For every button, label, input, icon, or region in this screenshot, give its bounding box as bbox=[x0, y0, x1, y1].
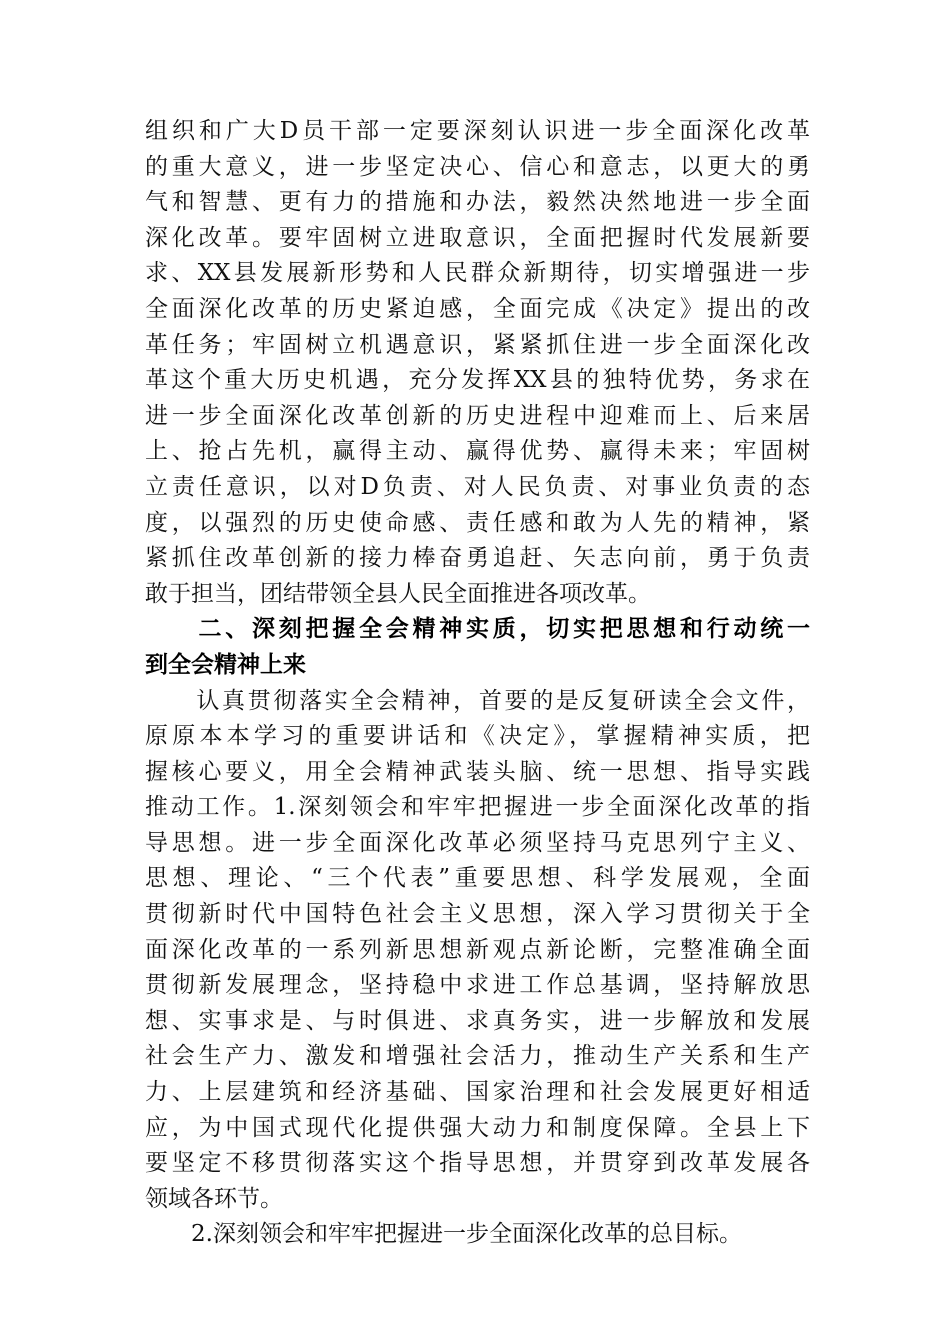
text-line: 推动工作。1.深刻领会和牢牢把握进一步全面深化改革的指 bbox=[145, 794, 810, 821]
text-line: 握核心要义，用全会精神武装头脑、统一思想、指导实践 bbox=[145, 758, 810, 785]
paragraph-commitment bbox=[145, 114, 810, 612]
text-line: 紧抓住改革创新的接力棒奋勇追赶、矢志向前，勇于负责 bbox=[145, 545, 810, 572]
text-line: 深化改革。要牢固树立进取意识，全面把握时代发展新要 bbox=[145, 224, 810, 251]
text-line: 力、上层建筑和经济基础、国家治理和社会发展更好相适 bbox=[145, 1079, 810, 1106]
text-line: 面深化改革的一系列新思想新观点新论断，完整准确全面 bbox=[145, 936, 810, 963]
text-line: 领域各环节。 bbox=[145, 1185, 283, 1212]
text-line: 原原本本学习的重要讲话和《决定》，掌握精神实质，把 bbox=[145, 723, 810, 750]
text-line: 度，以强烈的历史使命感、责任感和敢为人先的精神，紧 bbox=[145, 509, 810, 536]
section-heading bbox=[145, 612, 810, 683]
text-line: 气和智慧、更有力的措施和办法，毅然决然地进一步全面 bbox=[145, 189, 810, 216]
text-line: 进一步全面深化改革创新的历史进程中迎难而上、后来居 bbox=[145, 402, 810, 429]
text-line: 要坚定不移贯彻落实这个指导思想，并贯穿到改革发展各 bbox=[145, 1150, 810, 1177]
text-line: 组织和广大D员干部一定要深刻认识进一步全面深化改革 bbox=[145, 118, 810, 144]
text-line: 革任务；牢固树立机遇意识，紧紧抓住进一步全面深化改 bbox=[145, 331, 810, 358]
text-line: 导思想。进一步全面深化改革必须坚持马克思列宁主义、 bbox=[145, 829, 810, 856]
text-line: 2.深刻领会和牢牢把握进一步全面深化改革的总目标。 bbox=[145, 1221, 742, 1248]
text-line: 贯彻新时代中国特色社会主义思想，深入学习贯彻关于全 bbox=[145, 901, 810, 928]
text-line: 思想、理论、“三个代表”重要思想、科学发展观，全面 bbox=[145, 865, 810, 892]
text-line: 贯彻新发展理念，坚持稳中求进工作总基调，坚持解放思 bbox=[145, 972, 810, 999]
text-line: 认真贯彻落实全会精神，首要的是反复研读全会文件， bbox=[145, 687, 810, 714]
document-body bbox=[145, 114, 810, 1253]
text-line: 的重大意义，进一步坚定决心、信心和意志，以更大的勇 bbox=[145, 153, 810, 180]
text-line: 求、XX县发展新形势和人民群众新期待，切实增强进一步 bbox=[145, 260, 810, 287]
text-line: 应，为中国式现代化提供强大动力和制度保障。全县上下 bbox=[145, 1114, 810, 1141]
paragraph-guiding-thought bbox=[145, 684, 810, 1218]
text-line: 上、抢占先机，赢得主动、赢得优势、赢得未来；牢固树 bbox=[145, 438, 810, 465]
text-line: 革这个重大历史机遇，充分发挥XX县的独特优势，务求在 bbox=[145, 367, 810, 394]
text-line: 敢于担当，团结带领全县人民全面推进各项改革。 bbox=[145, 580, 651, 607]
text-line: 全面深化改革的历史紧迫感，全面完成《决定》提出的改 bbox=[145, 295, 810, 322]
text-line: 立责任意识，以对D负责、对人民负责、对事业负责的态 bbox=[145, 473, 810, 500]
heading-line: 到全会精神上来 bbox=[145, 651, 306, 678]
text-line: 社会生产力、激发和增强社会活力，推动生产关系和生产 bbox=[145, 1043, 810, 1070]
heading-line: 二、深刻把握全会精神实质，切实把思想和行动统一 bbox=[145, 616, 810, 643]
text-line: 想、实事求是、与时俱进、求真务实，进一步解放和发展 bbox=[145, 1007, 810, 1034]
paragraph-overall-goal bbox=[145, 1217, 810, 1253]
